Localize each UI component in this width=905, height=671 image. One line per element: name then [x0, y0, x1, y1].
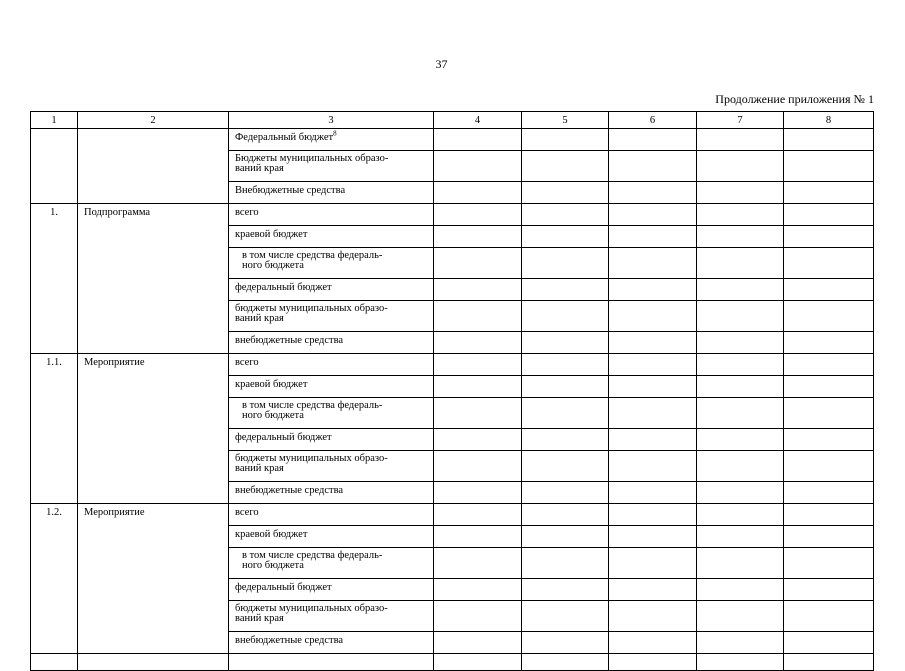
funding-source-cell — [229, 332, 434, 354]
funding-source-cell — [229, 601, 434, 632]
column-number: 8 — [784, 112, 874, 129]
value-cell[interactable] — [522, 429, 609, 451]
value-cell[interactable] — [434, 248, 522, 279]
funding-source-cell — [229, 248, 434, 279]
value-cell[interactable] — [697, 398, 784, 429]
empty-cell[interactable] — [609, 654, 697, 671]
value-cell[interactable] — [784, 632, 874, 654]
value-cell[interactable] — [434, 632, 522, 654]
value-cell[interactable] — [697, 632, 784, 654]
value-cell[interactable] — [434, 526, 522, 548]
funding-source-cell — [229, 429, 434, 451]
value-cell[interactable] — [434, 451, 522, 482]
value-cell[interactable] — [697, 504, 784, 526]
row-name-cell — [78, 129, 229, 204]
funding-source-cell — [229, 151, 434, 182]
value-cell[interactable] — [434, 601, 522, 632]
value-cell[interactable] — [434, 482, 522, 504]
budget-table — [30, 111, 874, 671]
value-cell[interactable] — [697, 429, 784, 451]
value-cell[interactable] — [522, 226, 609, 248]
funding-source-label: бюджеты муниципальных образо- ваний края — [235, 453, 388, 474]
value-cell[interactable] — [434, 151, 522, 182]
funding-source-label: всего — [235, 357, 259, 368]
column-number: 7 — [697, 112, 784, 129]
value-cell[interactable] — [434, 429, 522, 451]
funding-source-cell — [229, 482, 434, 504]
column-number: 2 — [78, 112, 229, 129]
value-cell[interactable] — [434, 129, 522, 151]
value-cell[interactable] — [609, 279, 697, 301]
value-cell[interactable] — [784, 548, 874, 579]
value-cell[interactable] — [697, 226, 784, 248]
funding-source-label: Федеральный бюджет — [235, 132, 334, 143]
funding-source-cell — [229, 354, 434, 376]
value-cell[interactable] — [609, 129, 697, 151]
value-cell[interactable] — [609, 451, 697, 482]
value-cell[interactable] — [784, 301, 874, 332]
value-cell[interactable] — [609, 526, 697, 548]
row-number-cell — [31, 129, 78, 204]
funding-source-label: в том числе средства федераль- ного бюджета — [242, 550, 383, 571]
value-cell[interactable] — [784, 332, 874, 354]
value-cell[interactable] — [784, 482, 874, 504]
page-number: 37 — [435, 57, 448, 71]
value-cell[interactable] — [522, 301, 609, 332]
value-cell[interactable] — [609, 482, 697, 504]
value-cell[interactable] — [697, 354, 784, 376]
value-cell[interactable] — [434, 376, 522, 398]
value-cell[interactable] — [784, 129, 874, 151]
funding-source-label: в том числе средства федераль- ного бюджета — [242, 400, 383, 421]
funding-source-label: краевой бюджет — [235, 379, 308, 390]
value-cell[interactable] — [784, 429, 874, 451]
value-cell[interactable] — [697, 548, 784, 579]
value-cell[interactable] — [697, 204, 784, 226]
funding-source-label: бюджеты муниципальных образо- ваний края — [235, 303, 388, 324]
value-cell[interactable] — [522, 182, 609, 204]
value-cell[interactable] — [784, 504, 874, 526]
value-cell[interactable] — [522, 129, 609, 151]
value-cell[interactable] — [522, 398, 609, 429]
funding-source-label: в том числе средства федераль- ного бюджета — [242, 250, 383, 271]
value-cell[interactable] — [609, 429, 697, 451]
value-cell[interactable] — [609, 579, 697, 601]
value-cell[interactable] — [784, 354, 874, 376]
value-cell[interactable] — [609, 548, 697, 579]
funding-source-cell — [229, 376, 434, 398]
funding-source-label: всего — [235, 507, 259, 518]
value-cell[interactable] — [522, 376, 609, 398]
empty-cell[interactable] — [784, 654, 874, 671]
funding-source-label: краевой бюджет — [235, 229, 308, 240]
value-cell[interactable] — [784, 204, 874, 226]
value-cell[interactable] — [697, 376, 784, 398]
value-cell[interactable] — [434, 548, 522, 579]
value-cell[interactable] — [522, 526, 609, 548]
value-cell[interactable] — [434, 504, 522, 526]
funding-source-label: Бюджеты муниципальных образо- ваний края — [235, 153, 389, 174]
value-cell[interactable] — [784, 579, 874, 601]
funding-source-cell — [229, 279, 434, 301]
value-cell[interactable] — [609, 248, 697, 279]
value-cell[interactable] — [609, 204, 697, 226]
value-cell[interactable] — [522, 354, 609, 376]
row-number-cell: 1.2. — [31, 504, 78, 654]
table-row — [31, 204, 874, 226]
funding-source-cell — [229, 579, 434, 601]
table-row — [31, 354, 874, 376]
value-cell[interactable] — [522, 601, 609, 632]
value-cell[interactable] — [697, 579, 784, 601]
funding-source-label: федеральный бюджет — [235, 282, 332, 293]
value-cell[interactable] — [434, 354, 522, 376]
value-cell[interactable] — [784, 601, 874, 632]
value-cell[interactable] — [609, 398, 697, 429]
empty-cell[interactable] — [697, 654, 784, 671]
funding-source-cell — [229, 398, 434, 429]
funding-source-cell — [229, 301, 434, 332]
value-cell[interactable] — [522, 632, 609, 654]
column-number: 6 — [609, 112, 697, 129]
value-cell[interactable] — [697, 182, 784, 204]
funding-source-cell — [229, 182, 434, 204]
value-cell[interactable] — [697, 248, 784, 279]
value-cell[interactable] — [784, 526, 874, 548]
funding-source-label: всего — [235, 207, 259, 218]
table-body — [31, 112, 874, 671]
value-cell[interactable] — [522, 204, 609, 226]
value-cell[interactable] — [609, 182, 697, 204]
value-cell[interactable] — [522, 579, 609, 601]
value-cell[interactable] — [697, 279, 784, 301]
value-cell[interactable] — [522, 279, 609, 301]
funding-source-label: федеральный бюджет — [235, 432, 332, 443]
value-cell[interactable] — [609, 504, 697, 526]
column-number: 4 — [434, 112, 522, 129]
table-row — [31, 504, 874, 526]
funding-source-label: внебюджетные средства — [235, 335, 344, 346]
value-cell[interactable] — [697, 151, 784, 182]
column-number: 5 — [522, 112, 609, 129]
empty-cell — [78, 654, 229, 671]
funding-source-label: федеральный бюджет — [235, 582, 332, 593]
value-cell[interactable] — [522, 248, 609, 279]
value-cell[interactable] — [522, 548, 609, 579]
funding-source-cell — [229, 204, 434, 226]
funding-source-cell — [229, 526, 434, 548]
row-number-cell: 1.1. — [31, 354, 78, 504]
row-name-cell: Подпрограмма — [78, 204, 229, 354]
funding-source-cell — [229, 632, 434, 654]
value-cell[interactable] — [697, 451, 784, 482]
value-cell[interactable] — [784, 248, 874, 279]
value-cell[interactable] — [697, 332, 784, 354]
value-cell[interactable] — [522, 504, 609, 526]
value-cell[interactable] — [609, 301, 697, 332]
value-cell[interactable] — [522, 151, 609, 182]
value-cell[interactable] — [434, 279, 522, 301]
empty-table-row — [31, 654, 874, 671]
funding-source-label: краевой бюджет — [235, 529, 308, 540]
funding-source-label: внебюджетные средства — [235, 635, 344, 646]
value-cell[interactable] — [434, 204, 522, 226]
empty-cell — [229, 654, 434, 671]
funding-source-cell — [229, 451, 434, 482]
value-cell[interactable] — [434, 579, 522, 601]
column-number-row — [31, 112, 874, 129]
value-cell[interactable] — [522, 482, 609, 504]
footnote-marker: 8 — [333, 129, 337, 138]
value-cell[interactable] — [784, 279, 874, 301]
column-number: 1 — [31, 112, 78, 129]
value-cell[interactable] — [784, 376, 874, 398]
value-cell[interactable] — [697, 129, 784, 151]
empty-cell[interactable] — [434, 654, 522, 671]
value-cell[interactable] — [434, 182, 522, 204]
funding-source-cell — [229, 226, 434, 248]
value-cell[interactable] — [784, 398, 874, 429]
value-cell[interactable] — [609, 151, 697, 182]
funding-source-cell — [229, 129, 434, 151]
empty-cell — [31, 654, 78, 671]
value-cell[interactable] — [609, 601, 697, 632]
column-number: 3 — [229, 112, 434, 129]
value-cell[interactable] — [697, 526, 784, 548]
value-cell[interactable] — [434, 398, 522, 429]
value-cell[interactable] — [609, 332, 697, 354]
funding-source-cell — [229, 548, 434, 579]
value-cell[interactable] — [609, 226, 697, 248]
value-cell[interactable] — [784, 226, 874, 248]
funding-source-cell — [229, 504, 434, 526]
value-cell[interactable] — [434, 226, 522, 248]
table-row — [31, 129, 874, 151]
value-cell[interactable] — [697, 301, 784, 332]
value-cell[interactable] — [522, 332, 609, 354]
value-cell[interactable] — [434, 301, 522, 332]
value-cell[interactable] — [697, 601, 784, 632]
value-cell[interactable] — [784, 182, 874, 204]
value-cell[interactable] — [697, 482, 784, 504]
appendix-continuation-label: Продолжение приложения № 1 — [715, 92, 874, 106]
row-name-cell: Мероприятие — [78, 504, 229, 654]
value-cell[interactable] — [784, 151, 874, 182]
row-number-cell: 1. — [31, 204, 78, 354]
row-name-cell: Мероприятие — [78, 354, 229, 504]
value-cell[interactable] — [784, 451, 874, 482]
funding-source-label: бюджеты муниципальных образо- ваний края — [235, 603, 388, 624]
value-cell[interactable] — [522, 451, 609, 482]
value-cell[interactable] — [609, 354, 697, 376]
funding-source-label: внебюджетные средства — [235, 485, 344, 496]
value-cell[interactable] — [609, 632, 697, 654]
funding-source-label: Внебюджетные средства — [235, 185, 346, 196]
empty-cell[interactable] — [522, 654, 609, 671]
value-cell[interactable] — [434, 332, 522, 354]
value-cell[interactable] — [609, 376, 697, 398]
